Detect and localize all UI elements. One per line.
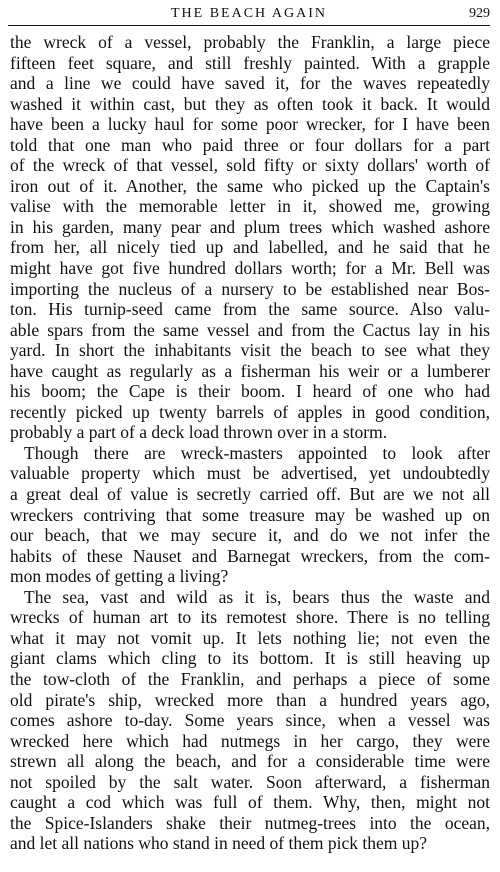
- text-line: giant clams which cling to its bottom. It is still heaving up: [10, 648, 490, 669]
- text-line: the tow-cloth of the Franklin, and perhaps a piece of some: [10, 668, 490, 689]
- text-line: caught a cod which was full of them. Why, then, might not: [10, 792, 490, 813]
- text-line: fifteen feet square, and still freshly painted. With a grapple: [10, 52, 490, 73]
- paragraph-last-line: probably a part of a deck load thrown over in a storm.: [10, 422, 388, 443]
- text-line: have been a lucky haul for some poor wrecker, for I have been: [10, 114, 490, 135]
- text-line: and let all nations who stand in need of them pick them up?: [10, 833, 427, 854]
- text-line: might have got five hundred dollars worth; for a Mr. Bell was: [10, 258, 490, 279]
- body-text: [10, 32, 490, 854]
- paragraph-last-line: mon modes of getting a living?: [10, 566, 229, 587]
- text-line: strewn all along the beach, and for a considerable time were: [10, 751, 490, 772]
- text-line: washed it within cast, but they as often took it back. It would: [10, 93, 490, 114]
- text-line: old pirate's ship, wrecked more than a hundred years ago,: [10, 689, 490, 710]
- text-line: of the wreck of that vessel, sold fifty or sixty dollars' worth of: [10, 155, 490, 176]
- text-line: ton. His turnip-seed came from the same source. Also valu-: [10, 299, 490, 320]
- text-line: yard. In short the inhabitants visit the beach to see what they: [10, 340, 490, 361]
- text-line: wrecks of human art to its remotest shore. There is no telling: [10, 607, 490, 628]
- text-line: wreckers contriving that some treasure may be washed up on: [10, 504, 490, 525]
- header-rule: [8, 25, 490, 26]
- text-line: valise with the memorable letter in it, showed me, growing: [10, 196, 490, 217]
- text-line: comes ashore to-day. Some years since, when a vessel was: [10, 710, 490, 731]
- text-line: his boom; the Cape is their boom. I heard of one who had: [10, 381, 490, 402]
- page-number: 929: [469, 6, 490, 21]
- text-line: the wreck of a vessel, probably the Franklin, a large piece: [10, 32, 490, 52]
- text-line: what it may not vomit up. It lets nothing lie; not even the: [10, 627, 490, 648]
- text-line: importing the nucleus of a nursery to be established near Bos-: [10, 278, 490, 299]
- running-title: THE BEACH AGAIN: [171, 6, 327, 21]
- text-line: habits of these Nauset and Barnegat wreckers, from the com-: [10, 545, 490, 566]
- text-line: iron out of it. Another, the same who picked up the Captain's: [10, 175, 490, 196]
- text-line: in his garden, many pear and plum trees which washed ashore: [10, 216, 490, 237]
- text-line: valuable property which must be advertised, yet undoubtedly: [10, 463, 490, 484]
- text-line: able spars from the same vessel and from the Cactus lay in his: [10, 319, 490, 340]
- text-line: from her, all nicely tied up and labelled, and he said that he: [10, 237, 490, 258]
- text-line: have caught as regularly as a fisherman his weir or a lumberer: [10, 360, 490, 381]
- paragraph-first-line: Though there are wreck-masters appointed to look after: [24, 442, 490, 463]
- text-line: a great deal of value is secretly carried off. But are we not all: [10, 484, 490, 505]
- paragraph-first-line: The sea, vast and wild as it is, bears thus the waste and: [24, 586, 490, 607]
- text-line: wrecked here which had nutmegs in her cargo, they were: [10, 730, 490, 751]
- text-line: the Spice-Islanders shake their nutmeg-trees into the ocean,: [10, 812, 490, 833]
- text-line: our beach, that we may secure it, and do we not infer the: [10, 525, 490, 546]
- text-line: and a line we could have saved it, for the waves repeatedly: [10, 73, 490, 94]
- text-line: not spoiled by the salt water. Soon afterward, a fisherman: [10, 771, 490, 792]
- text-line: recently picked up twenty barrels of apples in good condition,: [10, 401, 490, 422]
- text-line: told that one man who paid three or four dollars for a part: [10, 134, 490, 155]
